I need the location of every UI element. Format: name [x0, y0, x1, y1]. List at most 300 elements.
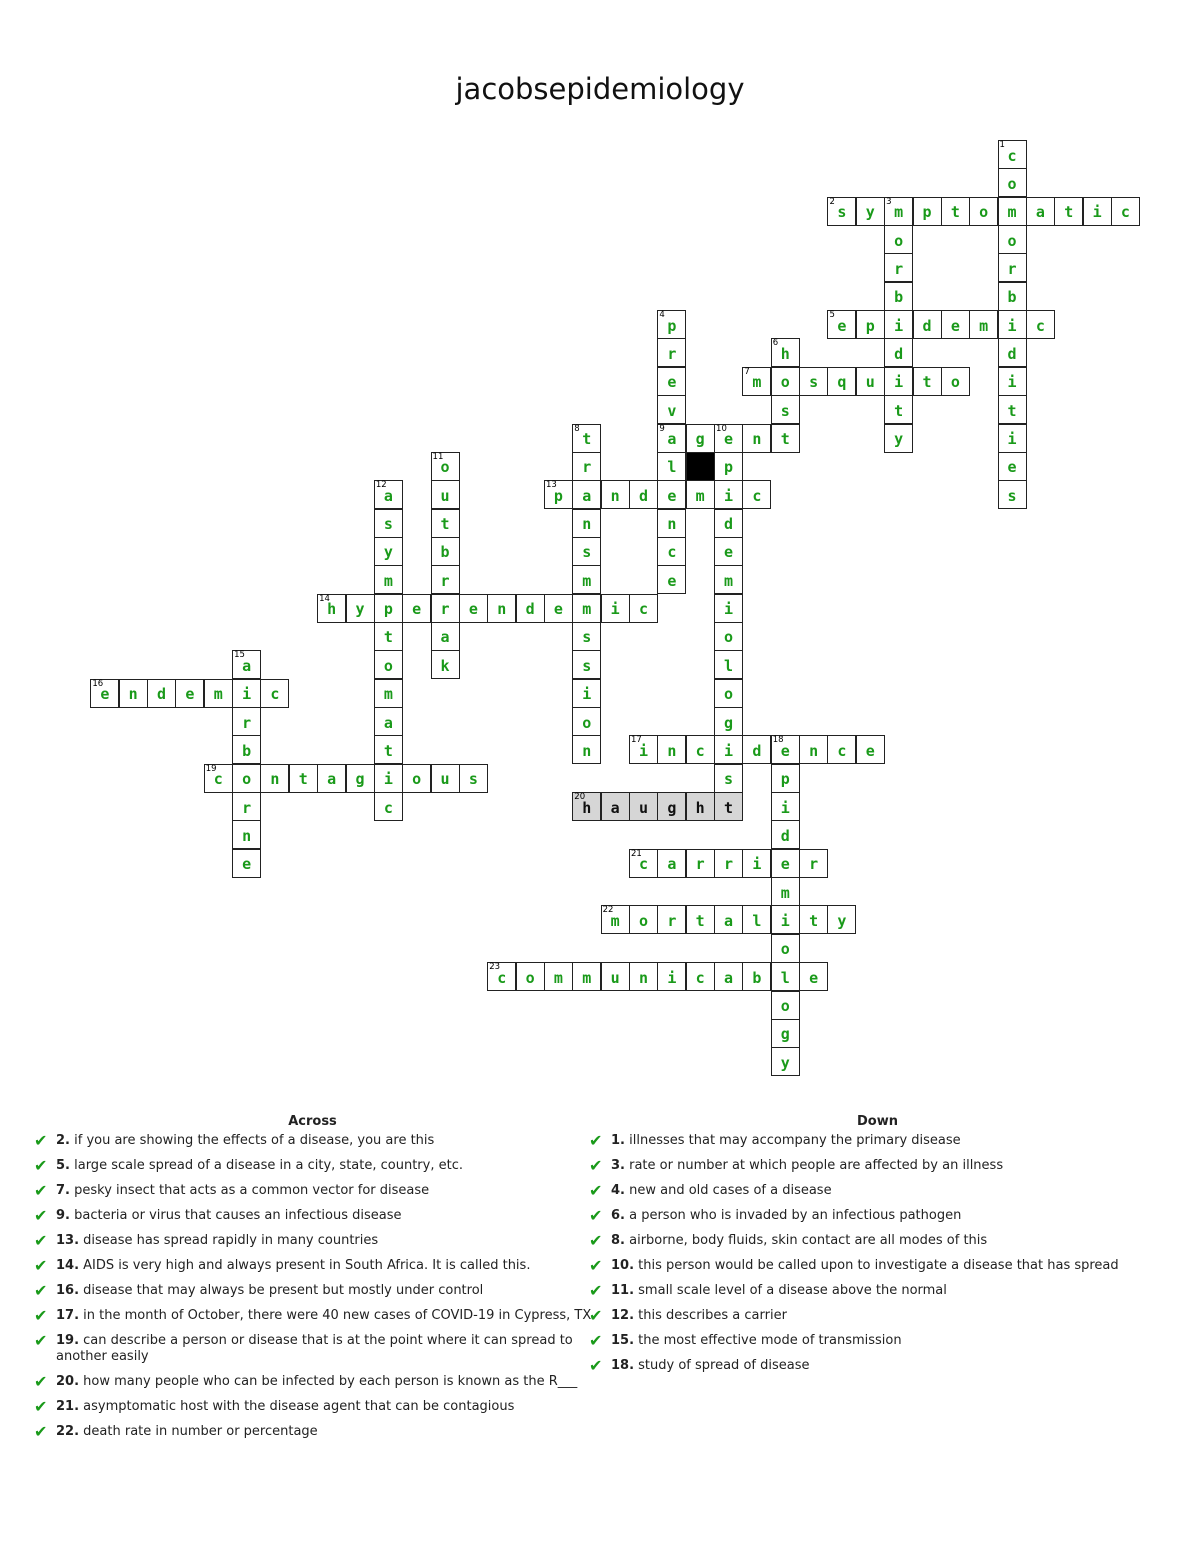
clue-text: death rate in number or percentage	[79, 1424, 318, 1439]
grid-cell[interactable]	[771, 934, 800, 963]
grid-cell[interactable]	[686, 735, 715, 764]
clue-text: a person who is invaded by an infectious pathogen	[624, 1208, 962, 1223]
cell-letter: y	[865, 203, 875, 222]
grid-cell[interactable]	[459, 594, 488, 623]
clue-number: 16.	[56, 1283, 80, 1298]
cell-letter: b	[894, 288, 904, 307]
cell-letter: o	[724, 685, 734, 704]
grid-cell[interactable]	[572, 509, 601, 538]
cell-letter: c	[837, 741, 847, 760]
grid-cell[interactable]	[431, 594, 460, 623]
grid-cell[interactable]	[232, 849, 261, 878]
grid-cell[interactable]	[998, 480, 1027, 509]
grid-cell[interactable]	[487, 962, 516, 991]
cell-letter: m	[780, 883, 790, 902]
grid-cell[interactable]	[572, 679, 601, 708]
clue-number: 17.	[56, 1308, 80, 1323]
grid-cell[interactable]	[742, 962, 771, 991]
clue-number: 5.	[56, 1158, 70, 1173]
cell-letter: o	[780, 997, 790, 1015]
grid-cell[interactable]	[941, 310, 970, 339]
clue-number: 13.	[56, 1233, 80, 1248]
across-clue	[30, 1374, 595, 1390]
clue-text: study of spread of disease	[634, 1358, 810, 1373]
grid-cell[interactable]	[431, 622, 460, 651]
grid-cell[interactable]	[572, 537, 601, 566]
grid-cell[interactable]	[657, 367, 686, 396]
grid-cell[interactable]	[232, 792, 261, 821]
cell-letter: i	[780, 911, 790, 930]
grid-cell[interactable]	[629, 594, 658, 623]
grid-cell[interactable]	[572, 792, 601, 821]
grid-cell[interactable]	[431, 480, 460, 509]
cell-letter: n	[582, 741, 592, 760]
grid-cell[interactable]	[374, 735, 403, 764]
grid-cell[interactable]	[714, 650, 743, 679]
grid-cell[interactable]	[771, 905, 800, 934]
cell-letter: a	[610, 798, 620, 817]
clue-number: 1.	[611, 1133, 625, 1148]
grid-cell[interactable]	[771, 338, 800, 367]
grid-cell[interactable]	[374, 594, 403, 623]
clue-number: 15.	[611, 1333, 635, 1348]
grid-cell[interactable]	[856, 310, 885, 339]
cell-letter: i	[724, 486, 734, 505]
clue-number: 10.	[611, 1258, 635, 1273]
clue-number: 21	[631, 848, 642, 859]
grid-cell[interactable]	[771, 877, 800, 906]
cell-letter: y	[355, 600, 365, 619]
cell-letter: b	[1007, 288, 1017, 307]
cell-letter: m	[553, 968, 563, 987]
grid-cell[interactable]	[714, 962, 743, 991]
grid-cell[interactable]	[601, 962, 630, 991]
cell-letter: o	[1007, 231, 1017, 250]
grid-cell[interactable]	[686, 849, 715, 878]
grid-cell[interactable]	[572, 565, 601, 594]
cell-letter: e	[667, 571, 677, 590]
grid-cell[interactable]	[431, 452, 460, 481]
clue-text: how many people who can be infected by each person is known as the R___	[79, 1374, 578, 1389]
grid-cell[interactable]	[516, 594, 545, 623]
grid-cell[interactable]	[431, 565, 460, 594]
cell-letter: s	[780, 401, 790, 420]
grid-cell[interactable]	[884, 395, 913, 424]
cell-letter: m	[383, 571, 393, 590]
grid-cell[interactable]	[317, 594, 346, 623]
clue-number: 10	[716, 423, 727, 434]
grid-cell[interactable]	[913, 367, 942, 396]
grid-cell[interactable]	[799, 849, 828, 878]
grid-cell[interactable]	[714, 452, 743, 481]
grid-cell[interactable]	[629, 792, 658, 821]
cell-letter: i	[724, 741, 734, 760]
grid-cell[interactable]	[714, 707, 743, 736]
grid-cell[interactable]	[601, 594, 630, 623]
grid-cell[interactable]	[714, 509, 743, 538]
grid-cell[interactable]	[374, 622, 403, 651]
grid-cell[interactable]	[374, 537, 403, 566]
grid-cell[interactable]	[714, 679, 743, 708]
cell-letter: t	[1007, 401, 1017, 420]
grid-cell[interactable]	[147, 679, 176, 708]
grid-cell[interactable]	[232, 735, 261, 764]
across-clues	[30, 1114, 595, 1449]
grid-cell[interactable]	[969, 310, 998, 339]
grid-cell[interactable]	[572, 622, 601, 651]
cell-letter: a	[383, 713, 393, 732]
grid-cell[interactable]	[1083, 197, 1112, 226]
grid-cell[interactable]	[232, 820, 261, 849]
grid-cell[interactable]	[657, 395, 686, 424]
grid-cell[interactable]	[487, 594, 516, 623]
clue-number: 20	[574, 792, 586, 803]
grid-cell[interactable]	[771, 764, 800, 793]
down-clue	[585, 1233, 1170, 1249]
grid-cell[interactable]	[232, 679, 261, 708]
cell-letter: c	[270, 685, 280, 704]
grid-cell[interactable]	[657, 480, 686, 509]
grid-cell[interactable]	[998, 168, 1027, 197]
grid-cell[interactable]	[629, 480, 658, 509]
grid-cell[interactable]	[998, 338, 1027, 367]
cell-letter: i	[1092, 203, 1102, 222]
cell-letter: h	[780, 344, 790, 363]
grid-cell[interactable]	[90, 679, 119, 708]
grid-cell[interactable]	[1026, 310, 1055, 339]
across-clue	[30, 1208, 595, 1224]
grid-cell[interactable]	[629, 849, 658, 878]
grid-cell[interactable]	[232, 650, 261, 679]
cell-letter: o	[894, 231, 904, 250]
grid-cell[interactable]	[998, 225, 1027, 254]
grid-cell[interactable]	[657, 509, 686, 538]
cell-letter: p	[667, 316, 677, 335]
check-icon: ✔	[34, 1256, 48, 1275]
grid-cell[interactable]	[232, 707, 261, 736]
across-clue	[30, 1183, 595, 1199]
cell-letter: i	[610, 600, 620, 619]
grid-cell[interactable]	[629, 735, 658, 764]
grid-cell[interactable]	[657, 452, 686, 481]
grid-cell[interactable]	[714, 537, 743, 566]
cell-letter: a	[667, 855, 677, 874]
clue-text: large scale spread of a disease in a city, state, country, etc.	[69, 1158, 463, 1173]
clue-number: 8.	[611, 1233, 625, 1248]
grid-cell[interactable]	[941, 197, 970, 226]
grid-cell[interactable]	[572, 735, 601, 764]
cell-letter: m	[383, 685, 393, 704]
grid-cell[interactable]	[771, 395, 800, 424]
cell-letter: u	[865, 373, 875, 392]
grid-cell[interactable]	[686, 480, 715, 509]
cell-letter: c	[1035, 316, 1045, 335]
grid-cell[interactable]	[686, 962, 715, 991]
grid-cell[interactable]	[657, 792, 686, 821]
grid-cell[interactable]	[657, 310, 686, 339]
grid-cell[interactable]	[771, 792, 800, 821]
grid-cell[interactable]	[232, 764, 261, 793]
across-clue	[30, 1158, 595, 1174]
grid-cell[interactable]	[998, 367, 1027, 396]
clue-text: this describes a carrier	[634, 1308, 787, 1323]
grid-cell[interactable]	[601, 905, 630, 934]
clue-text: illnesses that may accompany the primary disease	[624, 1133, 961, 1148]
cell-letter: u	[440, 486, 450, 505]
cell-letter: r	[667, 344, 677, 363]
grid-cell[interactable]	[742, 367, 771, 396]
grid-cell[interactable]	[346, 764, 375, 793]
cell-letter: t	[922, 373, 932, 392]
grid-cell[interactable]	[771, 849, 800, 878]
grid-cell[interactable]	[799, 962, 828, 991]
grid-cell[interactable]	[657, 962, 686, 991]
cell-letter: h	[695, 798, 705, 817]
grid-cell[interactable]	[913, 310, 942, 339]
grid-cell[interactable]	[998, 310, 1027, 339]
cell-letter: k	[440, 656, 450, 675]
grid-cell[interactable]	[657, 537, 686, 566]
grid-cell[interactable]	[856, 735, 885, 764]
cell-letter: s	[809, 373, 819, 392]
black-cell	[686, 452, 715, 481]
check-icon: ✔	[34, 1131, 48, 1150]
across-clue	[30, 1233, 595, 1249]
grid-cell[interactable]	[771, 820, 800, 849]
grid-cell[interactable]	[799, 367, 828, 396]
cell-letter: l	[780, 968, 790, 987]
clue-number: 9	[659, 423, 665, 434]
clue-text: disease that may always be present but mostly under control	[79, 1283, 484, 1298]
cell-letter: e	[100, 685, 110, 704]
cell-letter: e	[837, 316, 847, 335]
grid-cell[interactable]	[742, 424, 771, 453]
clue-number: 9.	[56, 1208, 70, 1223]
grid-cell[interactable]	[402, 594, 431, 623]
grid-cell[interactable]	[657, 565, 686, 594]
grid-cell[interactable]	[516, 962, 545, 991]
grid-cell[interactable]	[1026, 197, 1055, 226]
grid-cell[interactable]	[572, 480, 601, 509]
cell-letter: e	[468, 600, 478, 619]
clue-text: small scale level of a disease above the normal	[634, 1283, 947, 1298]
grid-cell[interactable]	[601, 792, 630, 821]
cell-letter: c	[667, 543, 677, 562]
grid-cell[interactable]	[742, 849, 771, 878]
grid-cell[interactable]	[714, 764, 743, 793]
grid-cell[interactable]	[799, 735, 828, 764]
grid-cell[interactable]	[601, 480, 630, 509]
grid-cell[interactable]	[827, 310, 856, 339]
check-icon: ✔	[34, 1397, 48, 1416]
grid-cell[interactable]	[572, 650, 601, 679]
grid-cell[interactable]	[431, 650, 460, 679]
cell-letter: d	[525, 600, 535, 619]
clue-text: rate or number at which people are affected by an illness	[624, 1158, 1004, 1173]
grid-cell[interactable]	[884, 338, 913, 367]
cell-letter: n	[582, 515, 592, 534]
grid-cell[interactable]	[941, 367, 970, 396]
grid-cell[interactable]	[572, 594, 601, 623]
grid-cell[interactable]	[714, 735, 743, 764]
grid-cell[interactable]	[884, 424, 913, 453]
grid-cell[interactable]	[629, 962, 658, 991]
grid-cell[interactable]	[856, 367, 885, 396]
cell-letter: e	[242, 855, 252, 874]
grid-cell[interactable]	[686, 424, 715, 453]
grid-cell[interactable]	[884, 282, 913, 311]
grid-cell[interactable]	[657, 905, 686, 934]
grid-cell[interactable]	[1111, 197, 1140, 226]
cell-letter: g	[724, 713, 734, 732]
grid-cell[interactable]	[998, 282, 1027, 311]
grid-cell[interactable]	[374, 509, 403, 538]
cell-letter: s	[837, 203, 847, 222]
grid-cell[interactable]	[884, 225, 913, 254]
grid-cell[interactable]	[827, 367, 856, 396]
grid-cell[interactable]	[827, 197, 856, 226]
cell-letter: e	[724, 430, 734, 448]
grid-cell[interactable]	[856, 197, 885, 226]
cell-letter: m	[582, 600, 592, 619]
grid-cell[interactable]	[771, 1047, 800, 1076]
grid-cell[interactable]	[431, 509, 460, 538]
grid-cell[interactable]	[998, 253, 1027, 282]
grid-cell[interactable]	[799, 905, 828, 934]
grid-cell[interactable]	[657, 849, 686, 878]
grid-cell[interactable]	[260, 764, 289, 793]
clue-text: if you are showing the effects of a disease, you are this	[69, 1133, 435, 1148]
grid-cell[interactable]	[657, 424, 686, 453]
cell-letter: o	[950, 373, 960, 392]
across-clue	[30, 1333, 595, 1365]
grid-cell[interactable]	[374, 565, 403, 594]
grid-cell[interactable]	[657, 735, 686, 764]
grid-cell[interactable]	[686, 792, 715, 821]
grid-cell[interactable]	[374, 707, 403, 736]
grid-cell[interactable]	[771, 991, 800, 1020]
grid-cell[interactable]	[884, 197, 913, 226]
grid-cell[interactable]	[771, 1019, 800, 1048]
grid-cell[interactable]	[771, 424, 800, 453]
grid-cell[interactable]	[374, 792, 403, 821]
grid-cell[interactable]	[374, 679, 403, 708]
grid-cell[interactable]	[1054, 197, 1083, 226]
clue-text: asymptomatic host with the disease agent that can be contagious	[79, 1399, 515, 1414]
grid-cell[interactable]	[204, 764, 233, 793]
grid-cell[interactable]	[629, 905, 658, 934]
grid-cell[interactable]	[657, 338, 686, 367]
grid-cell[interactable]	[714, 480, 743, 509]
cell-letter: c	[213, 770, 223, 789]
grid-cell[interactable]	[714, 424, 743, 453]
grid-cell[interactable]	[431, 537, 460, 566]
cell-letter: e	[724, 543, 734, 562]
grid-cell[interactable]	[742, 905, 771, 934]
grid-cell[interactable]	[572, 707, 601, 736]
grid-cell[interactable]	[119, 679, 148, 708]
grid-cell[interactable]	[827, 735, 856, 764]
cell-letter: r	[724, 855, 734, 874]
grid-cell[interactable]	[289, 764, 318, 793]
clue-number: 14	[319, 593, 330, 604]
grid-cell[interactable]	[884, 253, 913, 282]
check-icon: ✔	[34, 1231, 48, 1250]
grid-cell[interactable]	[572, 452, 601, 481]
grid-cell[interactable]	[714, 622, 743, 651]
check-icon: ✔	[34, 1306, 48, 1325]
grid-cell[interactable]	[374, 480, 403, 509]
grid-cell[interactable]	[827, 905, 856, 934]
clue-text: new and old cases of a disease	[624, 1183, 832, 1198]
across-clue	[30, 1283, 595, 1299]
grid-cell[interactable]	[998, 452, 1027, 481]
grid-cell[interactable]	[374, 764, 403, 793]
cell-letter: c	[752, 486, 762, 505]
cell-letter: c	[638, 855, 649, 874]
cell-letter: m	[979, 316, 989, 335]
grid-cell[interactable]	[260, 679, 289, 708]
grid-cell[interactable]	[459, 764, 488, 793]
grid-cell[interactable]	[998, 395, 1027, 424]
grid-cell[interactable]	[374, 650, 403, 679]
grid-cell[interactable]	[771, 962, 800, 991]
grid-cell[interactable]	[317, 764, 346, 793]
grid-cell[interactable]	[204, 679, 233, 708]
cell-letter: r	[242, 713, 252, 732]
clue-number: 3	[886, 196, 892, 207]
grid-cell[interactable]	[884, 367, 913, 396]
grid-cell[interactable]	[884, 310, 913, 339]
clue-number: 12.	[611, 1308, 635, 1323]
grid-cell[interactable]	[402, 764, 431, 793]
grid-cell[interactable]	[969, 197, 998, 226]
grid-cell[interactable]	[714, 594, 743, 623]
grid-cell[interactable]	[544, 480, 573, 509]
grid-cell[interactable]	[998, 424, 1027, 453]
grid-cell[interactable]	[998, 140, 1027, 169]
grid-cell[interactable]	[714, 905, 743, 934]
cell-letter: i	[894, 373, 904, 392]
grid-cell[interactable]	[771, 735, 800, 764]
grid-cell[interactable]	[346, 594, 375, 623]
cell-letter: e	[667, 373, 677, 392]
cell-letter: o	[525, 968, 535, 987]
grid-cell[interactable]	[572, 424, 601, 453]
cell-letter: n	[638, 968, 649, 987]
grid-cell[interactable]	[175, 679, 204, 708]
grid-cell[interactable]	[998, 197, 1027, 226]
grid-cell[interactable]	[431, 764, 460, 793]
grid-cell[interactable]	[742, 480, 771, 509]
grid-cell[interactable]	[771, 367, 800, 396]
grid-cell[interactable]	[544, 962, 573, 991]
check-icon: ✔	[34, 1281, 48, 1300]
cell-letter: e	[185, 685, 195, 704]
down-clue	[585, 1258, 1170, 1274]
grid-cell[interactable]	[686, 905, 715, 934]
grid-cell[interactable]	[714, 792, 743, 821]
clue-text: in the month of October, there were 40 new cases of COVID-19 in Cypress, TX	[79, 1308, 592, 1323]
grid-cell[interactable]	[544, 594, 573, 623]
clue-number: 22	[602, 905, 614, 916]
grid-cell[interactable]	[913, 197, 942, 226]
grid-cell[interactable]	[572, 962, 601, 991]
cell-letter: r	[440, 600, 450, 619]
grid-cell[interactable]	[742, 735, 771, 764]
grid-cell[interactable]	[714, 565, 743, 594]
grid-cell[interactable]	[714, 849, 743, 878]
